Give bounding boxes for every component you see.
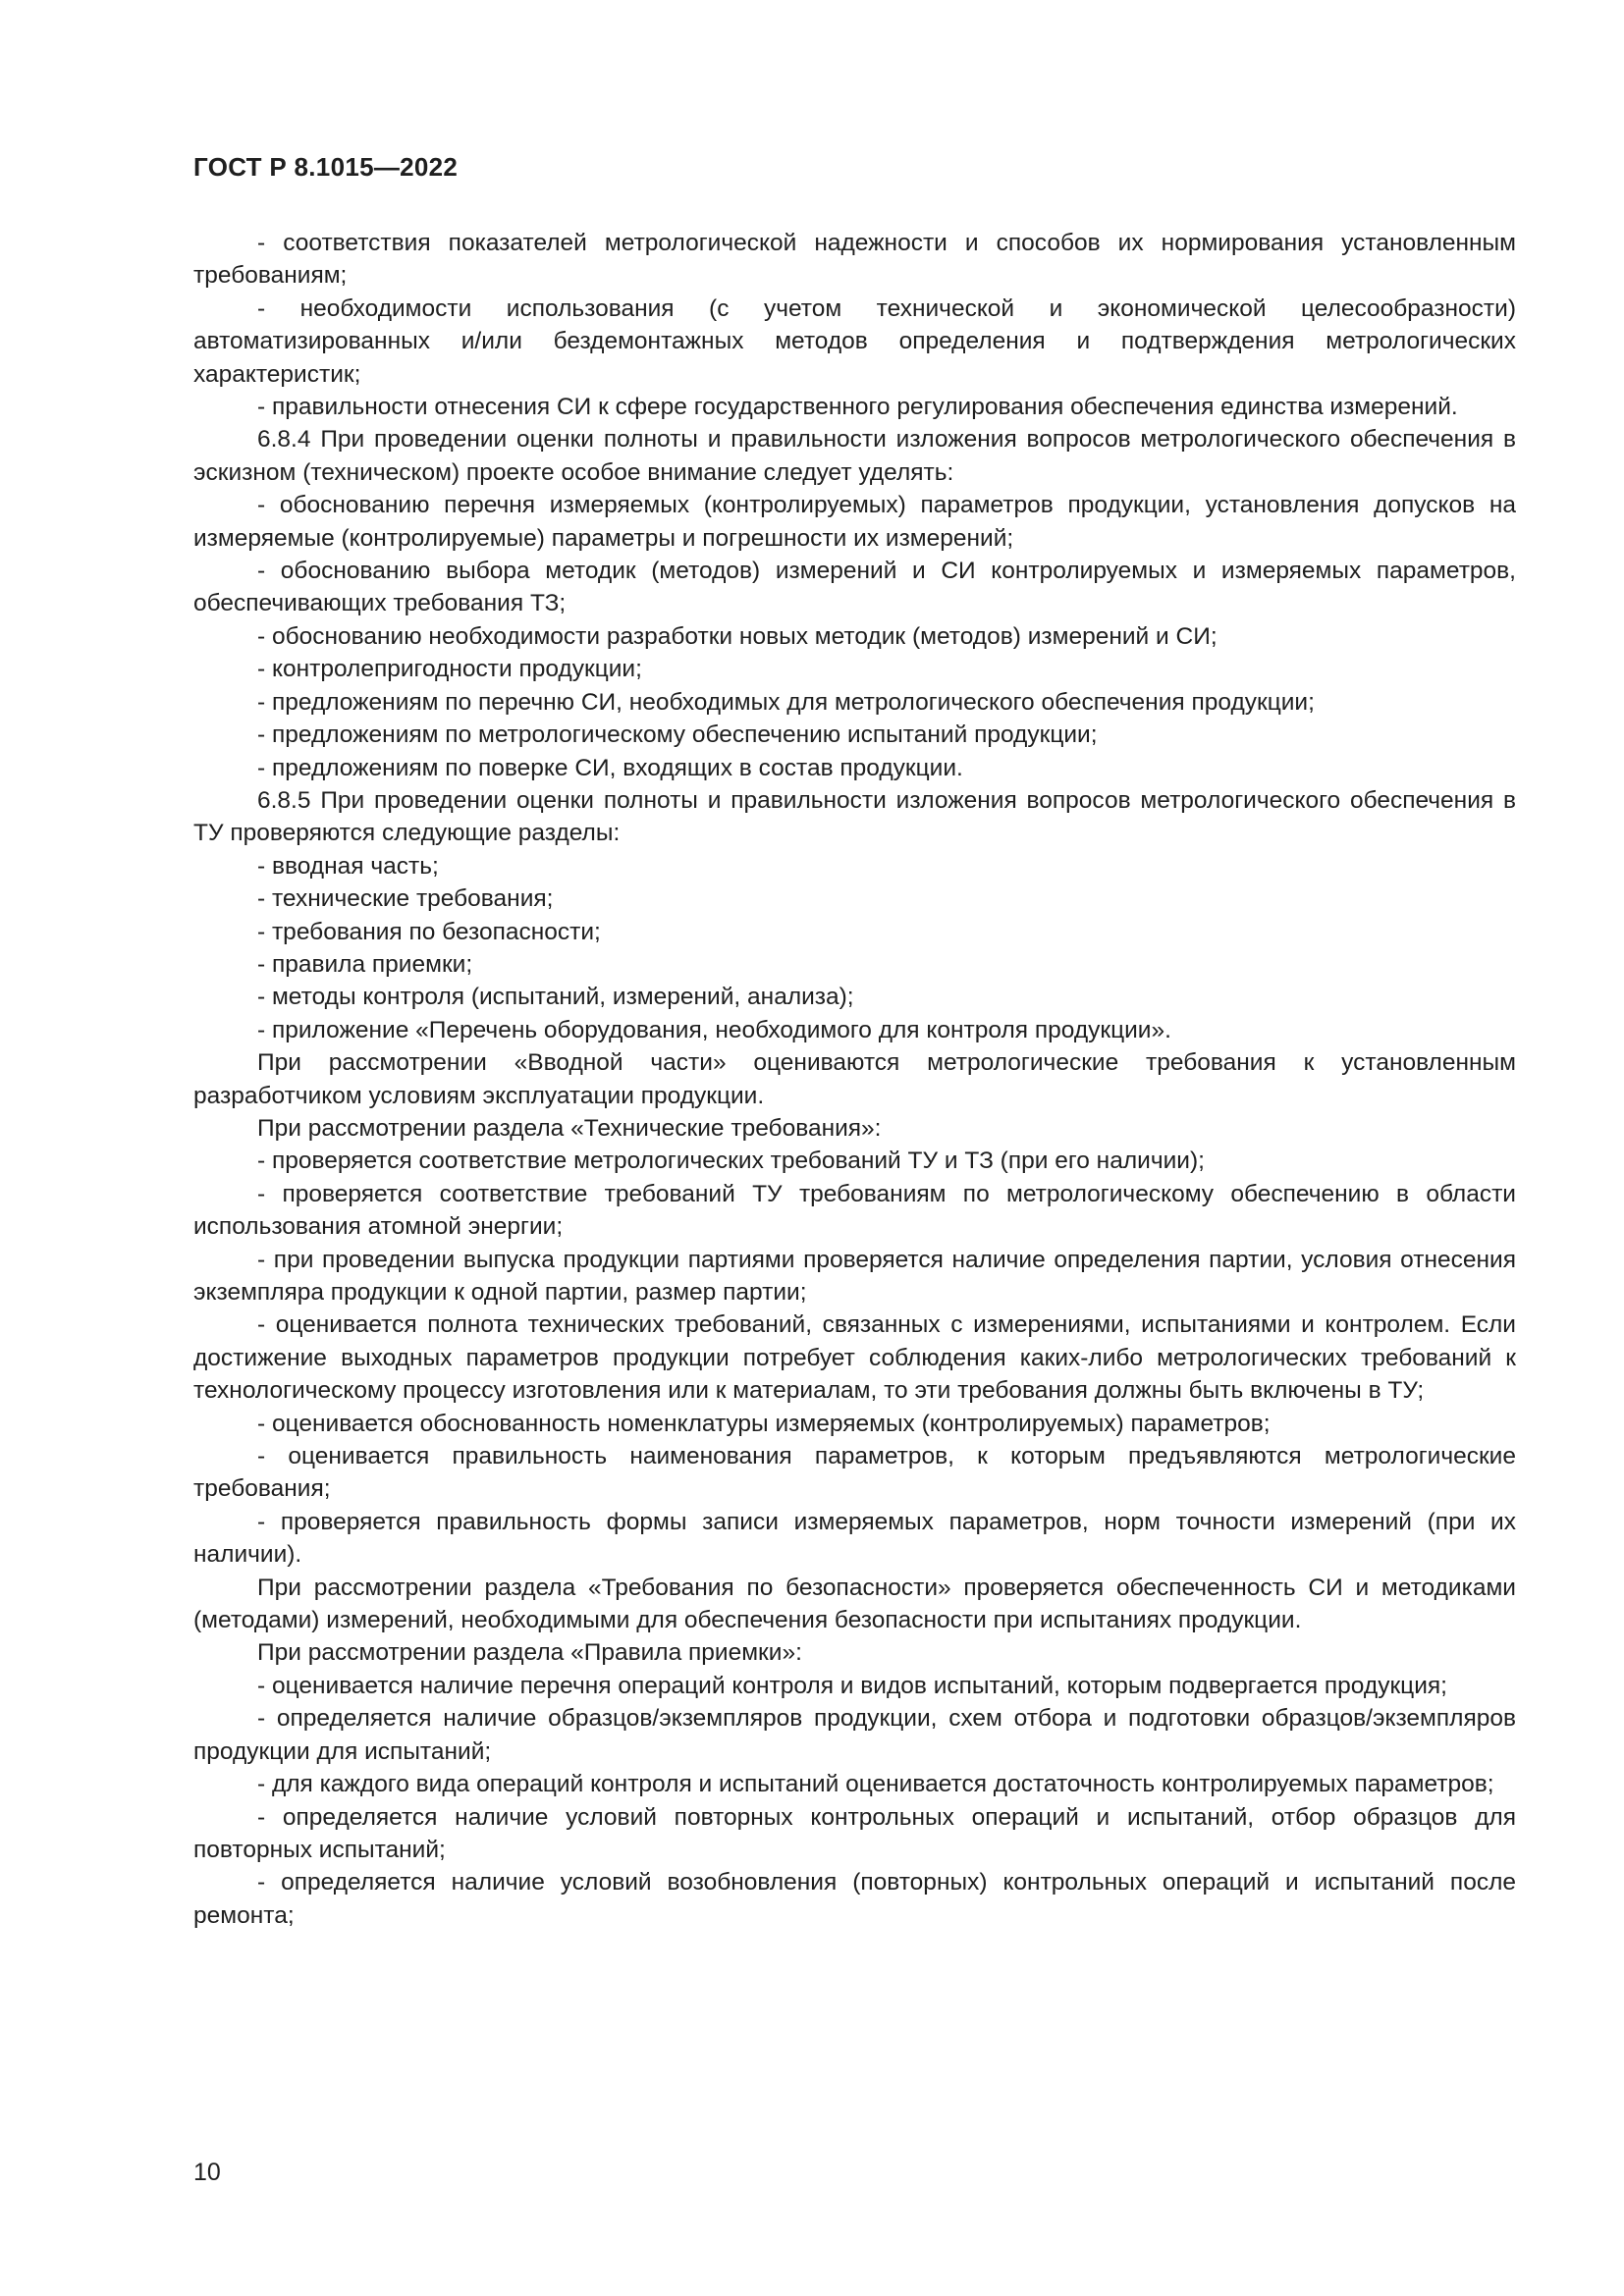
paragraph: - оценивается полнота технических требований, связанных с измерениями, испытаниями и контролем. Если достижение выходных параметров продукции потребует соблюдения каких-либо метрологических требований к технологическому процессу изготовления или к материалам, то эти требования должны быть включены в ТУ; [193, 1311, 1516, 1405]
paragraph: - оценивается обоснованность номенклатуры измеряемых (контролируемых) параметров; [257, 1410, 1271, 1437]
page-header-standard-number: ГОСТ Р 8.1015—2022 [193, 152, 459, 182]
paragraph: - технические требования; [257, 885, 554, 913]
paragraph: - правила приемки; [257, 950, 473, 978]
paragraph: - вводная часть; [257, 852, 439, 880]
body-text [193, 227, 1516, 1932]
paragraph: При рассмотрении «Вводной части» оцениваются метрологические требования к установленным разработчиком условиям эксплуатации продукции. [193, 1049, 1516, 1109]
paragraph: 6.8.5 При проведении оценки полноты и правильности изложения вопросов метрологического обеспечения в ТУ проверяются следующие разделы: [193, 786, 1516, 847]
paragraph: - проверяется соответствие требований ТУ требованиям по метрологическому обеспечению в области использования атомной энергии; [193, 1180, 1516, 1241]
paragraph: - необходимости использования (с учетом технической и экономической целесообразности) автоматизированных и/или бездемонтажных методов определения и подтверждения метрологических характеристик; [193, 294, 1516, 388]
paragraph: - предложениям по поверке СИ, входящих в состав продукции. [257, 754, 963, 781]
paragraph: - контролепригодности продукции; [257, 656, 642, 683]
paragraph: - правильности отнесения СИ к сфере государственного регулирования обеспечения единства измерений. [257, 394, 1458, 421]
paragraph: При рассмотрении раздела «Требования по безопасности» проверяется обеспеченность СИ и методиками (методами) измерений, необходимыми для обеспечения безопасности при испытаниях продукции. [193, 1574, 1516, 1634]
paragraph: - определяется наличие образцов/экземпляров продукции, схем отбора и подготовки образцов/экземпляров продукции для испытаний; [193, 1705, 1516, 1765]
paragraph: - при проведении выпуска продукции партиями проверяется наличие определения партии, условия отнесения экземпляра продукции к одной партии, размер партии; [193, 1246, 1516, 1306]
paragraph: - обоснованию необходимости разработки новых методик (методов) измерений и СИ; [257, 622, 1218, 650]
paragraph: - для каждого вида операций контроля и испытаний оценивается достаточность контролируемых параметров; [257, 1771, 1494, 1798]
paragraph: 6.8.4 При проведении оценки полноты и правильности изложения вопросов метрологического обеспечения в эскизном (техническом) проекте особое внимание следует уделять: [193, 426, 1516, 486]
paragraph: - требования по безопасности; [257, 918, 601, 945]
paragraph: - определяется наличие условий повторных контрольных операций и испытаний, отбор образцов для повторных испытаний; [193, 1803, 1516, 1863]
paragraph: - проверяется соответствие метрологических требований ТУ и ТЗ (при его наличии); [257, 1148, 1205, 1175]
paragraph: - методы контроля (испытаний, измерений, анализа); [257, 984, 854, 1011]
paragraph: - соответствия показателей метрологической надежности и способов их нормирования установленным требованиям; [193, 230, 1516, 290]
paragraph: При рассмотрении раздела «Технические требования»: [257, 1114, 882, 1142]
paragraph: - обоснованию выбора методик (методов) измерений и СИ контролируемых и измеряемых параметров, обеспечивающих требования ТЗ; [193, 558, 1516, 617]
paragraph: - оценивается правильность наименования параметров, к которым предъявляются метрологические требования; [193, 1443, 1516, 1503]
paragraph: - обоснованию перечня измеряемых (контролируемых) параметров продукции, установления допусков на измеряемые (контролируемые) параметры и погрешности их измерений; [193, 492, 1516, 552]
paragraph: - оценивается наличие перечня операций контроля и видов испытаний, которым подвергается продукция; [257, 1672, 1447, 1699]
paragraph: - предложениям по перечню СИ, необходимых для метрологического обеспечения продукции; [257, 688, 1315, 716]
paragraph: - приложение «Перечень оборудования, необходимого для контроля продукции». [257, 1016, 1171, 1043]
paragraph: - проверяется правильность формы записи измеряемых параметров, норм точности измерений (при их наличии). [193, 1508, 1516, 1569]
paragraph: При рассмотрении раздела «Правила приемки»: [257, 1639, 802, 1667]
paragraph: - определяется наличие условий возобновления (повторных) контрольных операций и испытаний после ремонта; [193, 1869, 1516, 1929]
paragraph: - предложениям по метрологическому обеспечению испытаний продукции; [257, 721, 1098, 749]
page-number: 10 [193, 2159, 221, 2186]
